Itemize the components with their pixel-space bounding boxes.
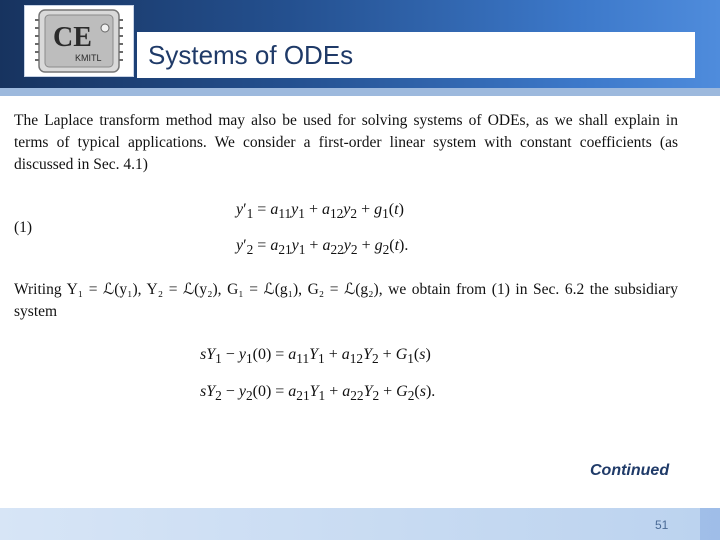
page-title: Systems of ODEs bbox=[148, 40, 354, 70]
logo-graphic bbox=[25, 6, 133, 76]
equation-1-line-2: $y'_2 = a_{21}y_1 + a_{22}y_2 + g_2(t)$. bbox=[236, 237, 409, 258]
equation-1-line-1: $y'_1 = a_{11}y_1 + a_{12}y_2 + g_1(t)$ bbox=[236, 201, 404, 222]
intro-paragraph: The Laplace transform method may also be used for solving systems of ODEs, as we shall explain in terms of typical applications. We consider a first-order linear system with constant coefficients (as discussed in Sec. 4.1) bbox=[14, 112, 678, 173]
logo bbox=[24, 5, 134, 77]
slide-number: 51 bbox=[655, 518, 669, 532]
logo-text: CE bbox=[53, 22, 92, 53]
subsidiary-equation-1: $sY_1 - y_1(0) = a_{11}Y_1 + a_{12}Y_2 + G_1(s)$ bbox=[200, 346, 431, 367]
subsidiary-equation-2: $sY_2 - y_2(0) = a_{21}Y_1 + a_{22}Y_2 + G_2(s)$. bbox=[200, 383, 436, 404]
header-divider bbox=[0, 88, 720, 96]
footer-panel bbox=[0, 508, 700, 540]
subsidiary-paragraph: Writing Y₁ = ℒ(y₁), Y₂ = ℒ(y₂), G₁ = ℒ(g₁), G₂ = ℒ(g₂), we obtain from (1) in Sec. 6.2 the subsidiary system bbox=[14, 281, 678, 320]
continued-label: Continued bbox=[590, 462, 670, 479]
equation-label: (1) bbox=[14, 219, 33, 236]
logo-subtext: KMITL bbox=[75, 53, 102, 63]
